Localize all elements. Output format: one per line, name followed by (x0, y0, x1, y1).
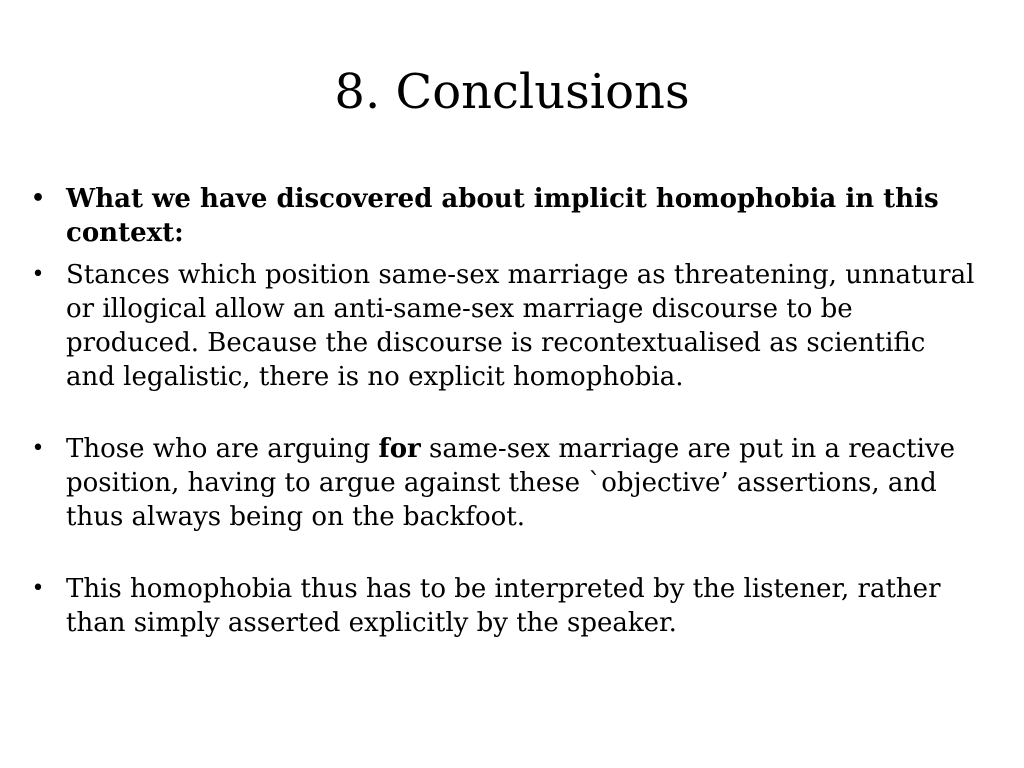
bullet-text-before: Those who are arguing (66, 434, 379, 464)
bullet-item-heading (28, 182, 978, 250)
bullet-text-after: same-sex marriage are put in a reactive position, having to argue against these `objective’ assertions, and thus always being on the backfoot. (66, 434, 955, 532)
bullet-text: What we have discovered about implicit homophobia in this context: (66, 184, 939, 248)
bullet-icon: • (31, 576, 45, 601)
bullet-item-interpretation (28, 572, 978, 640)
bullet-icon: • (30, 186, 46, 211)
bullet-text: This homophobia thus has to be interpreted by the listener, rather than simply asserted explicitly by the speaker. (66, 574, 941, 638)
bullet-emphasis: for (378, 434, 421, 464)
bullet-item-stances (28, 258, 978, 394)
bullet-item-arguing-for (28, 432, 978, 534)
bullet-list (28, 182, 978, 648)
bullet-text: Stances which position same-sex marriage as threatening, unnatural or illogical allow an anti-same-sex marriage discourse to be produced. Because the discourse is recontextualised as scientific and legalistic, there is no explicit homophobia. (66, 260, 975, 392)
bullet-icon: • (31, 262, 45, 287)
bullet-icon: • (31, 436, 45, 461)
slide-title: 8. Conclusions (334, 64, 690, 120)
